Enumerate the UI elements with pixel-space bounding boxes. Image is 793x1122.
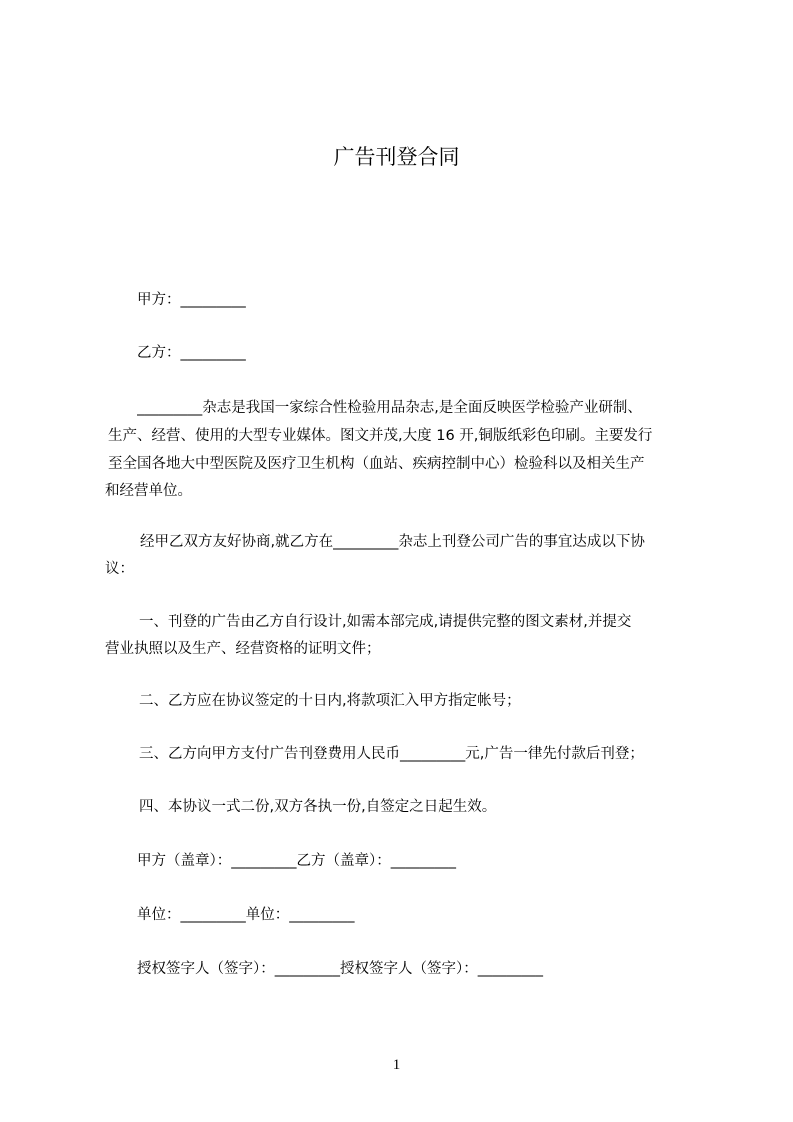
- intro-line-2: 生产、经营、使用的大型专业媒体。图文并茂,大度 16 开,铜版纸彩色印刷。主要发行: [108, 428, 653, 444]
- page-number: 1: [392, 1057, 401, 1073]
- party-a-line: 甲方：_________: [137, 292, 246, 308]
- unit-line: 单位：_________单位：_________: [137, 907, 355, 923]
- intro-line-3: 至全国各地大中型医院及医疗卫生机构（血站、疾病控制中心）检验科以及相关生产: [108, 456, 645, 472]
- signatory-line: 授权签字人（签字）：_________授权签字人（签字）：_________: [137, 961, 543, 977]
- agreement-line-1: 经甲乙双方友好协商,就乙方在_________杂志上刊登公司广告的事宜达成以下协: [140, 534, 645, 550]
- clause-3-line: 三、乙方向甲方支付广告刊登费用人民币_________元,广告一律先付款后刊登；: [139, 746, 644, 762]
- intro-line-4: 和经营单位。: [105, 483, 192, 499]
- intro-line-1: _________杂志是我国一家综合性检验用品杂志,是全面反映医学检验产业研制、: [137, 400, 642, 416]
- document-title: 广告刊登合同: [333, 145, 460, 169]
- seal-line: 甲方（盖章）：_________乙方（盖章）：_________: [137, 853, 456, 869]
- party-b-line: 乙方：_________: [137, 345, 246, 361]
- clause-2-line: 二、乙方应在协议签定的十日内,将款项汇入甲方指定帐号；: [139, 693, 521, 709]
- clause-1-line-1: 一、刊登的广告由乙方自行设计,如需本部完成,请提供完整的图文素材,并提交: [139, 614, 632, 630]
- clause-4-line: 四、本协议一式二份,双方各执一份,自签定之日起生效。: [139, 799, 497, 815]
- agreement-line-2: 议：: [105, 561, 134, 577]
- clause-1-line-2: 营业执照以及生产、经营资格的证明文件；: [105, 641, 381, 657]
